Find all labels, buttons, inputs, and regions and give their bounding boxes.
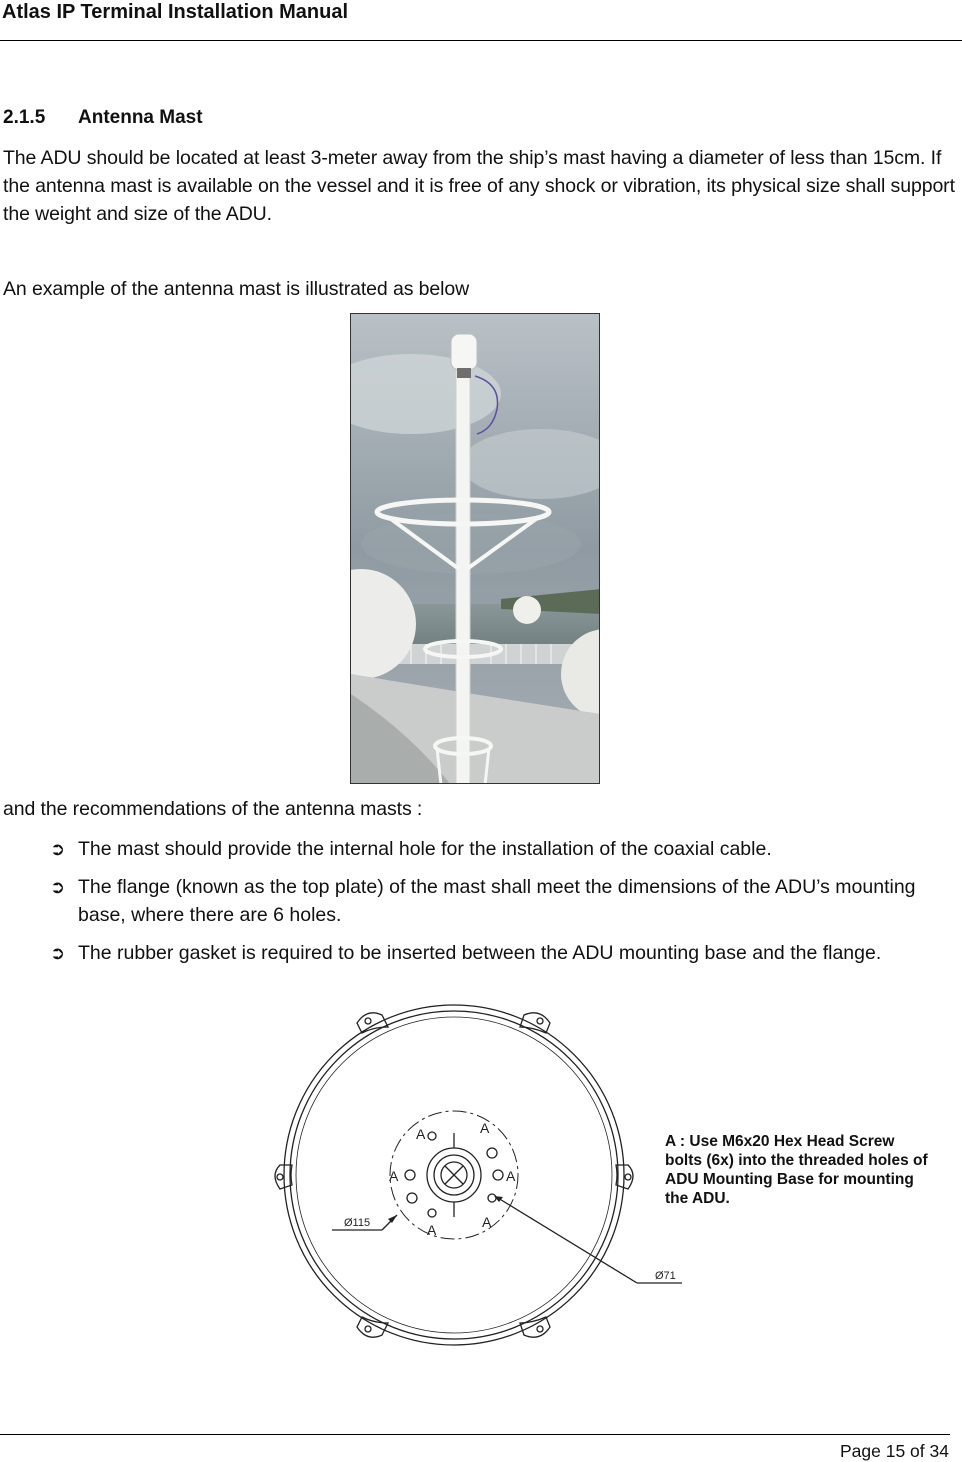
document-header-title: Atlas IP Terminal Installation Manual — [2, 1, 349, 23]
page-number: Page 15 of 34 — [840, 1441, 949, 1461]
arrow-bullet-icon: ➲ — [50, 943, 66, 963]
footer-divider — [0, 1434, 950, 1435]
dimension-inner-label: Ø71 — [655, 1270, 676, 1282]
dimension-outer-label: Ø115 — [344, 1217, 371, 1229]
hole-label: A — [506, 1168, 516, 1184]
list-item-text: The flange (known as the top plate) of the mast shall meet the dimensions of the ADU’s mounting base, where there are 6 holes. — [78, 876, 916, 926]
antenna-mast-photo — [350, 313, 600, 784]
header-divider — [0, 40, 962, 41]
section-heading — [3, 107, 203, 129]
recommendations-intro: and the recommendations of the antenna masts : — [3, 798, 423, 820]
list-item-text: The rubber gasket is required to be inserted between the ADU mounting base and the flange. — [78, 942, 882, 964]
section-number: 2.1.5 — [3, 107, 46, 128]
example-paragraph: An example of the antenna mast is illustrated as below — [3, 278, 470, 300]
hole-label: A — [482, 1214, 492, 1230]
hole-label: A — [427, 1222, 437, 1238]
hole-label: A — [389, 1168, 399, 1184]
hole-label: A — [416, 1126, 426, 1142]
section-title: Antenna Mast — [78, 107, 203, 128]
mounting-base-drawing — [262, 1003, 702, 1363]
arrow-bullet-icon: ➲ — [50, 839, 66, 859]
arrow-bullet-icon: ➲ — [50, 877, 66, 897]
list-item-text: The mast should provide the internal hole for the installation of the coaxial cable. — [78, 838, 772, 860]
intro-paragraph: The ADU should be located at least 3-meter away from the ship’s mast having a diameter of less than 15cm. If the antenna mast is available on the vessel and it is free of any shock or vibration, its physical size shall support the weight and size of the ADU. — [3, 147, 955, 225]
screw-callout: A : Use M6x20 Hex Head Screw bolts (6x) into the threaded holes of ADU Mounting Base for mounting the ADU. — [665, 1133, 928, 1207]
hole-label: A — [480, 1120, 490, 1136]
